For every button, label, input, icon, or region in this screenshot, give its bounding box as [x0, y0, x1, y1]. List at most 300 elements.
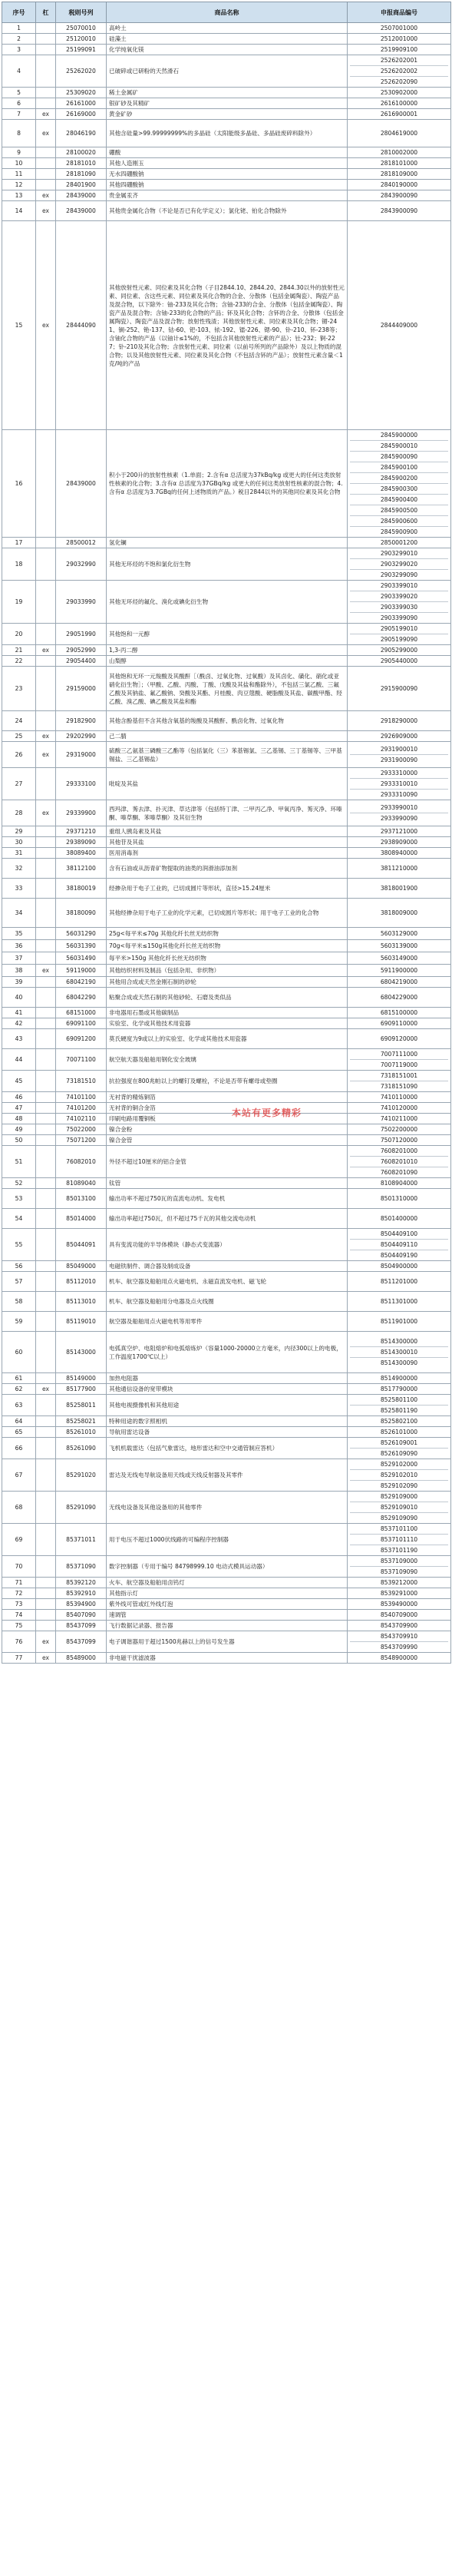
row-ex-flag — [36, 988, 56, 1008]
declaration-code: 6804219000 — [380, 978, 418, 985]
table-row — [2, 1049, 451, 1071]
row-declaration-codes — [348, 221, 451, 430]
declaration-code: 7007111000 — [380, 1051, 418, 1058]
row-ex-flag — [36, 98, 56, 109]
table-row — [2, 1621, 451, 1631]
table-row — [2, 1209, 451, 1229]
table-row — [2, 1272, 451, 1292]
row-declaration-codes — [348, 1272, 451, 1292]
row-ex-flag — [36, 158, 56, 169]
row-declaration-codes — [348, 34, 451, 45]
row-declaration-codes — [348, 1459, 451, 1492]
declaration-code: 6909120000 — [380, 1035, 418, 1042]
row-ex-flag — [36, 88, 56, 98]
row-hs-code: 85437099 — [56, 1621, 107, 1631]
row-product-name: 贵金属汞齐 — [107, 190, 348, 201]
row-ex-flag — [36, 1135, 56, 1146]
row-hs-code: 28439000 — [56, 430, 107, 538]
row-ex-flag — [36, 1292, 56, 1312]
row-ex-flag — [36, 940, 56, 952]
row-ex-flag — [36, 1556, 56, 1578]
row-seq: 4 — [2, 55, 36, 88]
table-row — [2, 656, 451, 667]
row-hs-code: 38089400 — [56, 848, 107, 859]
table-row — [2, 1008, 451, 1018]
declaration-code: 7410211000 — [380, 1115, 418, 1122]
row-declaration-codes — [348, 1049, 451, 1071]
row-seq: 22 — [2, 656, 36, 667]
row-ex-flag — [36, 1189, 56, 1209]
declaration-code: 2526202090 — [350, 76, 448, 87]
table-row — [2, 1332, 451, 1373]
row-declaration-codes — [348, 98, 451, 109]
table-row — [2, 879, 451, 899]
table-body — [2, 23, 451, 1664]
row-seq: 24 — [2, 711, 36, 731]
row-product-name: 输出功率不超过750瓦的直流电动机、发电机 — [107, 1189, 348, 1209]
declaration-code: 8517790000 — [380, 1386, 418, 1392]
row-product-name: 实验室、化学或其他技术用瓷器 — [107, 1018, 348, 1029]
row-hs-code: 85112010 — [56, 1272, 107, 1292]
row-product-name: 特种用途的数字照相机 — [107, 1416, 348, 1427]
declaration-code: 2519909100 — [380, 46, 418, 53]
row-declaration-codes — [348, 1578, 451, 1588]
table-row — [2, 1653, 451, 1664]
row-seq: 19 — [2, 581, 36, 624]
row-declaration-codes — [348, 1416, 451, 1427]
table-row — [2, 23, 451, 34]
row-declaration-codes — [348, 1556, 451, 1578]
row-declaration-codes — [348, 624, 451, 645]
row-hs-code: 25309020 — [56, 88, 107, 98]
row-seq: 2 — [2, 34, 36, 45]
row-hs-code: 85261010 — [56, 1427, 107, 1438]
row-product-name: 机车、航空器及船舶用分电器及点火线圈 — [107, 1292, 348, 1312]
row-hs-code: 85044091 — [56, 1229, 107, 1261]
table-row — [2, 158, 451, 169]
row-product-name: 电子调谐器用于超过1500兆赫以上的信号发生器 — [107, 1631, 348, 1653]
declaration-code: 8537101110 — [350, 1534, 448, 1545]
declaration-code: 8529102010 — [350, 1469, 448, 1480]
row-hs-code: 85489000 — [56, 1653, 107, 1664]
row-ex-flag — [36, 1524, 56, 1556]
row-declaration-codes — [348, 1631, 451, 1653]
declaration-code: 8526109001 — [380, 1439, 418, 1446]
row-hs-code: 28439000 — [56, 190, 107, 201]
row-seq: 15 — [2, 221, 36, 430]
row-declaration-codes — [348, 1653, 451, 1664]
declaration-code: 2938909000 — [380, 839, 418, 846]
header-row — [2, 2, 451, 23]
row-seq: 59 — [2, 1312, 36, 1332]
declaration-code: 8526101000 — [380, 1429, 418, 1435]
row-declaration-codes — [348, 201, 451, 221]
row-declaration-codes — [348, 952, 451, 965]
row-declaration-codes — [348, 1395, 451, 1416]
declaration-code: 2843900090 — [380, 192, 418, 199]
declaration-code: 2818101000 — [380, 160, 418, 167]
col-header-declaration-code: 申报商品编号 — [348, 2, 451, 23]
row-hs-code: 28401900 — [56, 180, 107, 190]
row-seq: 68 — [2, 1492, 36, 1524]
row-declaration-codes — [348, 1621, 451, 1631]
table-row — [2, 1229, 451, 1261]
row-declaration-codes — [348, 109, 451, 120]
row-hs-code: 85291020 — [56, 1459, 107, 1492]
row-declaration-codes — [348, 147, 451, 158]
row-declaration-codes — [348, 120, 451, 147]
row-declaration-codes — [348, 988, 451, 1008]
row-product-name: 抗拉强度在800兆帕以上的螺钉及螺栓，不论是否带有螺母或垫圈 — [107, 1071, 348, 1092]
declaration-code: 2845900500 — [350, 505, 448, 515]
row-hs-code: 56031490 — [56, 952, 107, 965]
table-row — [2, 965, 451, 977]
declaration-code: 5603149000 — [380, 955, 418, 962]
row-seq: 28 — [2, 800, 36, 826]
row-seq: 39 — [2, 977, 36, 988]
row-ex-flag — [36, 180, 56, 190]
row-declaration-codes — [348, 1610, 451, 1621]
row-seq: 45 — [2, 1071, 36, 1092]
row-product-name: 飞行数据记录器、报告器 — [107, 1621, 348, 1631]
row-product-name: 非电磁干扰滤波器 — [107, 1653, 348, 1664]
row-hs-code: 29202990 — [56, 731, 107, 742]
declaration-code: 2918290000 — [380, 717, 418, 724]
row-product-name: 硅藻土 — [107, 34, 348, 45]
declaration-code: 2915900090 — [380, 685, 418, 692]
row-hs-code: 59119000 — [56, 965, 107, 977]
row-declaration-codes — [348, 848, 451, 859]
row-seq: 3 — [2, 45, 36, 55]
declaration-code: 8539212000 — [380, 1579, 418, 1586]
declaration-code: 2616900001 — [380, 111, 418, 118]
row-seq: 23 — [2, 667, 36, 711]
row-product-name: 印刷电路用覆铜板 — [107, 1114, 348, 1124]
table-row — [2, 1292, 451, 1312]
table-row — [2, 147, 451, 158]
row-declaration-codes — [348, 88, 451, 98]
row-product-name: 每平米>150g 其他化纤长丝无纺织物 — [107, 952, 348, 965]
row-hs-code: 28444090 — [56, 221, 107, 430]
declaration-code: 8525801190 — [350, 1405, 448, 1415]
table-row — [2, 1610, 451, 1621]
table-row — [2, 1189, 451, 1209]
declaration-code: 2810002000 — [380, 149, 418, 156]
row-hs-code: 29033990 — [56, 581, 107, 624]
table-row — [2, 826, 451, 837]
row-ex-flag — [36, 656, 56, 667]
declaration-code: 8504409110 — [350, 1239, 448, 1250]
row-ex-flag — [36, 1427, 56, 1438]
row-seq: 7 — [2, 109, 36, 120]
row-seq: 56 — [2, 1261, 36, 1272]
row-declaration-codes — [348, 1229, 451, 1261]
row-hs-code: 28500012 — [56, 538, 107, 548]
row-hs-code: 74102110 — [56, 1114, 107, 1124]
declaration-code: 2818109000 — [380, 171, 418, 177]
table-row — [2, 1135, 451, 1146]
row-ex-flag — [36, 1229, 56, 1261]
row-ex-flag — [36, 1272, 56, 1292]
row-declaration-codes — [348, 899, 451, 928]
row-declaration-codes — [348, 1114, 451, 1124]
row-product-name: 其他放射性元素、同位素及其化合物（子目2844.10、2844.20、2844.30以外的放射性元素、同位素、含这些元素、同位素及其化合物的合金、分散体（包括金属陶瓷）、陶瓷产品及混合物，以下除外：铀-233及其化合物；含铀-233的合金、分散体（包括金属陶瓷）、陶瓷产品及混合物；含铀-233的化合物的产品；钚及其化合物；含钚的合金、分散体（包括金属陶瓷）、陶瓷产品及混合物；放射性残渣；其他放射性元素、同位素及其化合物；镅-241、锎-252、铯-137、钴-60、钯-103、铱-192、镭-226、锶-90、钋-210、钚-238等；含铀化合物的产品（以铀计≤1%的，不包括含其他放射性元素的产品）；钍-232；锕-227；钋-210及其化合物；含放射性元素、同位素（以前号所列的产品除外）及以上物质的混合物；以及其他放射性元素、同位素及其化合物（不包括含钚的产品）；放射性元素含量＜1克/吨的产品 — [107, 221, 348, 430]
row-product-name: 70g<每平米≤150g其他化纤长丝无纺织物 — [107, 940, 348, 952]
row-product-name: 氢化镧 — [107, 538, 348, 548]
row-hs-code: 85014000 — [56, 1209, 107, 1229]
table-row — [2, 190, 451, 201]
row-ex-flag — [36, 1621, 56, 1631]
row-product-name: 已破碎或已研粉的天然滑石 — [107, 55, 348, 88]
row-hs-code: 25070010 — [56, 23, 107, 34]
declaration-code: 5911900000 — [380, 967, 418, 974]
declaration-code: 2845900400 — [350, 494, 448, 505]
table-row — [2, 1556, 451, 1578]
row-seq: 21 — [2, 645, 36, 656]
row-product-name: 积小于200升的放射性核素（1.单面；2.含有α 总活度为37kBq/kg 或更大的任何这类放射性核素的化合物；3.含有α 总活度为37GBq/kg 或更大的任何这类放射性核素的混合物；4.含有α 总活度为3.7GBq的任何上述物质的产品。）税目2844以外的其他同位素及其化合物 — [107, 430, 348, 538]
row-product-name: 医用消毒剂 — [107, 848, 348, 859]
row-seq: 5 — [2, 88, 36, 98]
row-hs-code: 85371090 — [56, 1556, 107, 1578]
row-declaration-codes — [348, 538, 451, 548]
row-ex-flag — [36, 1071, 56, 1092]
row-seq: 47 — [2, 1103, 36, 1114]
table-row — [2, 899, 451, 928]
row-product-name: 具有变流功能的半导体模块（静态式变流器） — [107, 1229, 348, 1261]
declaration-code: 7410120000 — [380, 1104, 418, 1111]
row-declaration-codes — [348, 158, 451, 169]
declaration-code: 3818001900 — [380, 885, 418, 892]
row-seq: 14 — [2, 201, 36, 221]
row-product-name: 山梨醇 — [107, 656, 348, 667]
table-row — [2, 1599, 451, 1610]
declaration-code: 2843900090 — [380, 207, 418, 214]
row-hs-code: 85258021 — [56, 1416, 107, 1427]
row-ex-flag — [36, 1209, 56, 1229]
row-hs-code: 56031290 — [56, 928, 107, 940]
row-hs-code: 85291090 — [56, 1492, 107, 1524]
row-ex-flag — [36, 1124, 56, 1135]
row-product-name: 其他电视摄像机和其他用途 — [107, 1395, 348, 1416]
row-declaration-codes — [348, 1373, 451, 1384]
row-product-name: 用于电压不超过1000伏线路的可编程序控制器 — [107, 1524, 348, 1556]
row-seq: 74 — [2, 1610, 36, 1621]
row-product-name: 黄金矿砂 — [107, 109, 348, 120]
declaration-code: 6909110000 — [380, 1020, 418, 1027]
row-hs-code: 85177900 — [56, 1384, 107, 1395]
row-seq: 41 — [2, 1008, 36, 1018]
row-seq: 77 — [2, 1653, 36, 1664]
row-product-name: 其他指示灯 — [107, 1588, 348, 1599]
declaration-code: 3811210000 — [380, 865, 418, 872]
row-ex-flag — [36, 977, 56, 988]
row-seq: 73 — [2, 1599, 36, 1610]
row-product-name: 莫氏硬度为9或以上的实验室、化学或其他技术用瓷器 — [107, 1029, 348, 1049]
declaration-code: 8540709000 — [380, 1611, 418, 1618]
row-declaration-codes — [348, 1092, 451, 1103]
row-product-name: 其他纺织材料及制品（包括杂用、非织物） — [107, 965, 348, 977]
declaration-code: 8543709910 — [380, 1633, 418, 1640]
row-seq: 72 — [2, 1588, 36, 1599]
table-row — [2, 1146, 451, 1178]
declaration-code: 7608201010 — [350, 1156, 448, 1167]
row-product-name: 高岭土 — [107, 23, 348, 34]
row-seq: 31 — [2, 848, 36, 859]
row-hs-code: 85371011 — [56, 1524, 107, 1556]
table-row — [2, 1578, 451, 1588]
row-product-name: 重组人胰岛素及其盐 — [107, 826, 348, 837]
row-product-name: 其他人造刚玉 — [107, 158, 348, 169]
declaration-code: 2903399090 — [350, 612, 448, 623]
declaration-code: 8529109000 — [380, 1493, 418, 1500]
table-row — [2, 742, 451, 768]
declaration-code: 2840190000 — [380, 181, 418, 188]
declaration-code: 2530902000 — [380, 89, 418, 96]
row-hs-code: 74101200 — [56, 1103, 107, 1114]
row-product-name: 非电器用石墨或其他碳制品 — [107, 1008, 348, 1018]
row-product-name: 火车、航空器及船舶用卤钨灯 — [107, 1578, 348, 1588]
declaration-code: 3818009000 — [380, 909, 418, 916]
row-product-name: 其他经掺杂用于电子工业的化学元素，已切成圆片等形状；用于电子工业的化合物 — [107, 899, 348, 928]
row-product-name: 25g<每平米≤70g 其他化纤长丝无纺织物 — [107, 928, 348, 940]
row-ex-flag — [36, 859, 56, 879]
tariff-table — [2, 2, 451, 1664]
table-row — [2, 34, 451, 45]
row-product-name: 西玛津、莠去津、扑灭津、草达津等（包括特丁津、二甲丙乙净、甲氧丙净、莠灭净、环嗪酮、嗪草酮、苯嗪草酮）及其衍生物 — [107, 800, 348, 826]
row-ex-flag — [36, 928, 56, 940]
row-seq: 51 — [2, 1146, 36, 1178]
declaration-code: 8529102000 — [380, 1461, 418, 1468]
row-seq: 9 — [2, 147, 36, 158]
row-seq: 75 — [2, 1621, 36, 1631]
declaration-code: 8514900000 — [380, 1375, 418, 1382]
row-seq: 35 — [2, 928, 36, 940]
declaration-code: 2845900900 — [350, 526, 448, 537]
declaration-code: 8543709990 — [350, 1641, 448, 1652]
declaration-code: 2931900090 — [350, 754, 448, 765]
row-hs-code: 75022000 — [56, 1124, 107, 1135]
row-seq: 40 — [2, 988, 36, 1008]
declaration-code: 7410110000 — [380, 1094, 418, 1101]
row-seq: 1 — [2, 23, 36, 34]
table-row — [2, 169, 451, 180]
row-product-name: 飞机机载雷达（包括气象雷达，地形雷达和空中交通管制应答机） — [107, 1438, 348, 1459]
row-declaration-codes — [348, 656, 451, 667]
table-row — [2, 1103, 451, 1114]
row-seq: 42 — [2, 1018, 36, 1029]
declaration-code: 8525801100 — [380, 1396, 418, 1403]
row-product-name: 外径不超过10厘米的铝合金管 — [107, 1146, 348, 1178]
row-hs-code: 69091200 — [56, 1029, 107, 1049]
table-row — [2, 940, 451, 952]
row-ex-flag — [36, 34, 56, 45]
declaration-code: 7507120000 — [380, 1137, 418, 1144]
row-seq: 65 — [2, 1427, 36, 1438]
row-declaration-codes — [348, 859, 451, 879]
row-declaration-codes — [348, 190, 451, 201]
row-seq: 50 — [2, 1135, 36, 1146]
row-hs-code: 25120010 — [56, 34, 107, 45]
row-ex-flag: ex — [36, 221, 56, 430]
row-hs-code: 85261090 — [56, 1438, 107, 1459]
row-product-name: 其他用合成或天然金刚石制的砂轮 — [107, 977, 348, 988]
declaration-code: 2903299020 — [350, 558, 448, 569]
table-row — [2, 645, 451, 656]
row-product-name: 其他通信设备的宽带模块 — [107, 1384, 348, 1395]
row-ex-flag — [36, 879, 56, 899]
table-row — [2, 624, 451, 645]
row-ex-flag — [36, 538, 56, 548]
row-product-name: 化学纯氧化镁 — [107, 45, 348, 55]
row-seq: 36 — [2, 940, 36, 952]
row-seq: 37 — [2, 952, 36, 965]
declaration-code: 2905440000 — [380, 657, 418, 664]
row-seq: 60 — [2, 1332, 36, 1373]
declaration-code: 5603139000 — [380, 942, 418, 949]
row-hs-code: 29333100 — [56, 768, 107, 800]
col-header-ex: 杠 — [36, 2, 56, 23]
row-seq: 25 — [2, 731, 36, 742]
row-declaration-codes — [348, 1524, 451, 1556]
table-row — [2, 848, 451, 859]
row-ex-flag — [36, 430, 56, 538]
declaration-code: 2845900010 — [350, 440, 448, 451]
table-row — [2, 581, 451, 624]
declaration-code: 2905199090 — [350, 634, 448, 644]
row-ex-flag — [36, 1178, 56, 1189]
row-hs-code: 69091100 — [56, 1018, 107, 1029]
table-row — [2, 800, 451, 826]
row-product-name: 无水四硼酸钠 — [107, 169, 348, 180]
row-ex-flag — [36, 1049, 56, 1071]
declaration-code: 2937121000 — [380, 828, 418, 835]
table-row — [2, 109, 451, 120]
row-product-name: 硼酸 — [107, 147, 348, 158]
row-seq: 16 — [2, 430, 36, 538]
row-hs-code: 28100020 — [56, 147, 107, 158]
row-declaration-codes — [348, 1492, 451, 1524]
row-declaration-codes — [348, 731, 451, 742]
row-ex-flag — [36, 1261, 56, 1272]
declaration-code: 2507001000 — [380, 25, 418, 31]
row-seq: 30 — [2, 837, 36, 848]
row-seq: 52 — [2, 1178, 36, 1189]
row-hs-code: 85258011 — [56, 1395, 107, 1416]
row-hs-code: 70071100 — [56, 1049, 107, 1071]
row-product-name: 无线电设备及其他设备用的其他零件 — [107, 1492, 348, 1524]
table-row — [2, 1631, 451, 1653]
row-product-name: 导航用雷达设备 — [107, 1427, 348, 1438]
declaration-code: 2903399020 — [350, 591, 448, 601]
row-ex-flag — [36, 169, 56, 180]
row-ex-flag — [36, 1312, 56, 1332]
row-hs-code: 85119010 — [56, 1312, 107, 1332]
row-declaration-codes — [348, 977, 451, 988]
row-hs-code: 74101100 — [56, 1092, 107, 1103]
table-row — [2, 859, 451, 879]
row-hs-code: 28181090 — [56, 169, 107, 180]
row-seq: 20 — [2, 624, 36, 645]
row-product-name: 其他无环烃的不饱和氯化衍生物 — [107, 548, 348, 581]
declaration-code: 7318151090 — [350, 1081, 448, 1091]
row-product-name: 银矿砂及其精矿 — [107, 98, 348, 109]
row-declaration-codes — [348, 928, 451, 940]
row-seq: 8 — [2, 120, 36, 147]
row-ex-flag: ex — [36, 731, 56, 742]
row-ex-flag — [36, 1092, 56, 1103]
declaration-code: 8529109010 — [350, 1502, 448, 1512]
declaration-code: 7608201090 — [350, 1167, 448, 1177]
